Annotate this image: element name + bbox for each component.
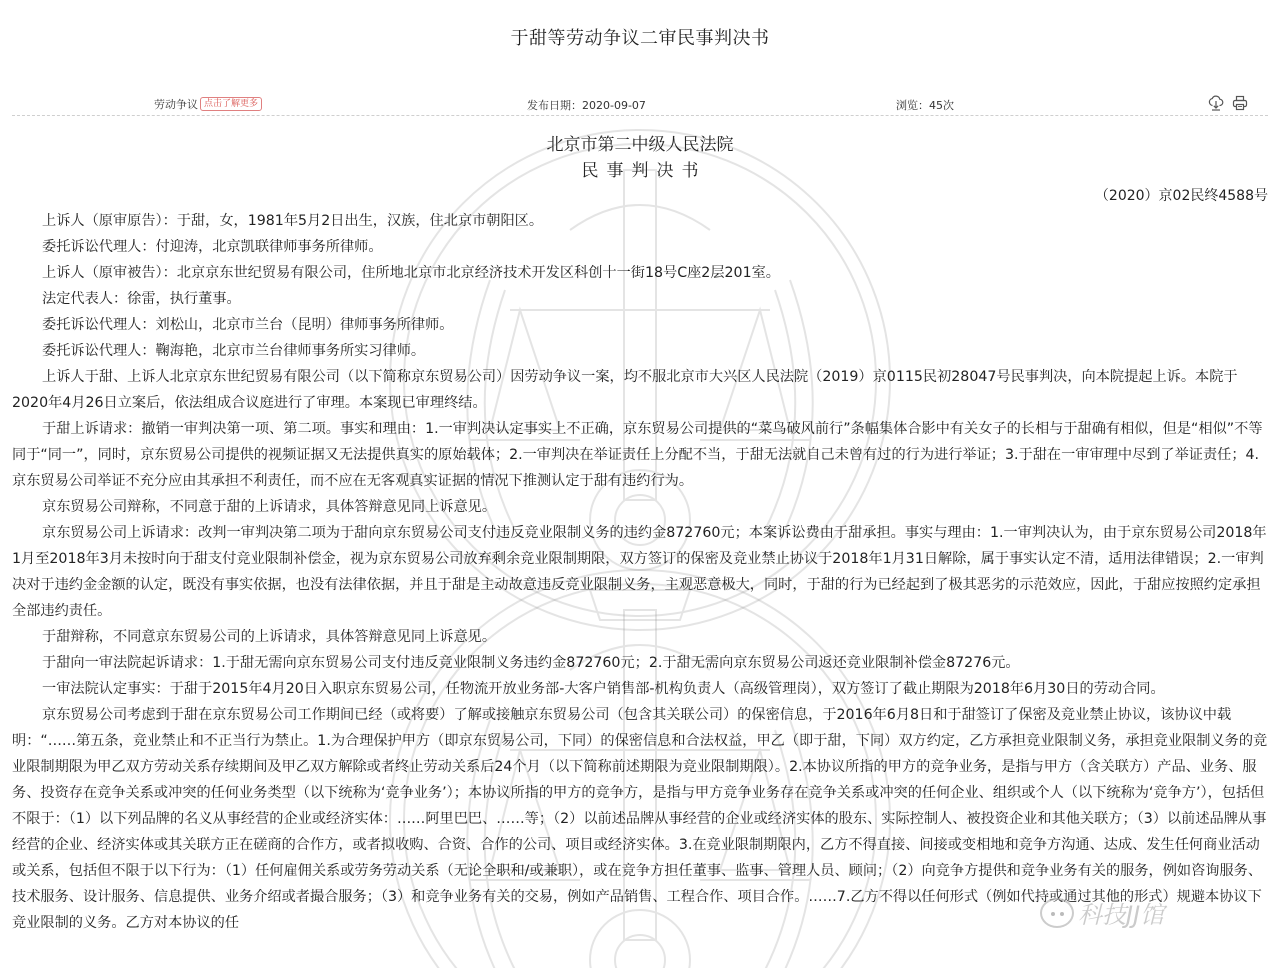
document-title: 于甜等劳动争议二审民事判决书 [510, 28, 770, 49]
paragraph-first-instance-facts: 一审法院认定事实：于甜于2015年4月20日入职京东贸易公司，任物流开放业务部-大客户销售部-机构负责人（高级管理岗），双方签订了截止期限为2018年6月30日的劳动合同。 [42, 681, 1165, 697]
party-agent: 委托诉讼代理人：鞠海艳，北京市兰台律师事务所实习律师。 [42, 343, 426, 359]
paragraph-case-intro: 上诉人于甜、上诉人北京京东世纪贸易有限公司（以下简称京东贸易公司）因劳动争议一案，均不服北京市大兴区人民法院（2019）京0115民初28047号民事判决，向本院提起上诉。本院于2020年4月26日立案后，依法组成合议庭进行了审理。本案现已审理终结。 [12, 369, 1238, 411]
case-number: （2020）京02民终4588号 [1094, 188, 1268, 204]
download-icon[interactable] [1208, 95, 1224, 111]
party-appellant-plaintiff: 上诉人（原审原告）：于甜，女，1981年5月2日出生，汉族，住北京市朝阳区。 [42, 213, 544, 229]
view-count: 浏览：45次 [896, 99, 954, 112]
category-label: 劳动争议 [154, 98, 198, 111]
category-tag [154, 96, 262, 112]
party-agent: 委托诉讼代理人：付迎涛，北京凯联律师事务所律师。 [42, 239, 383, 255]
paragraph-first-instance-claims: 于甜向一审法院起诉请求：1.于甜无需向京东贸易公司支付违反竞业限制义务违约金872760元；2.于甜无需向京东贸易公司返还竞业限制补偿金87276元。 [42, 655, 1020, 671]
party-appellant-defendant: 上诉人（原审被告）：北京京东世纪贸易有限公司，住所地北京市北京经济技术开发区科创十一街18号C座2层201室。 [42, 265, 780, 281]
meta-bar [12, 94, 1268, 116]
judgment-type-title: 民事判决书 [581, 161, 707, 181]
party-agent: 委托诉讼代理人：刘松山，北京市兰台（昆明）律师事务所律师。 [42, 317, 454, 333]
watermark-text: 科技JJ馆 [1078, 901, 1165, 929]
learn-more-button[interactable]: 点击了解更多 [200, 97, 262, 111]
publish-date: 发布日期：2020-09-07 [527, 99, 646, 112]
judgment-body [12, 208, 1270, 936]
paragraph-yutian-defense: 于甜辩称，不同意京东贸易公司的上诉请求，具体答辩意见同上诉意见。 [42, 629, 497, 645]
paragraph-yutian-appeal: 于甜上诉请求：撤销一审判决第一项、第二项。事实和理由：1.一审判决认定事实上不正确，京东贸易公司提供的“菜鸟破风前行”条幅集体合影中有关女子的长相与于甜确有相似，但是“相似”不等同于“同一”，同时，京东贸易公司提供的视频证据又无法提供真实的原始载体；2.一审判决在举证责任上分配不当，于甜无法就自己未曾有过的行为进行举证；3.于甜在一审审理中尽到了举证责任；4.京东贸易公司举证不充分应由其承担不利责任，而不应在无客观真实证据的情况下推测认定于甜有违约行为。 [12, 421, 1263, 489]
paragraph-jd-appeal: 京东贸易公司上诉请求：改判一审判决第二项为于甜向京东贸易公司支付违反竞业限制义务的违约金872760元；本案诉讼费由于甜承担。事实与理由：1.一审判决认为，由于京东贸易公司2018年1月至2018年3月未按时向于甜支付竞业限制补偿金，视为京东贸易公司放弃剩余竞业限制期限，双方签订的保密及竞业禁止协议于2018年1月31日解除，属于事实认定不清，适用法律错误；2.一审判决对于违约金金额的认定，既没有事实依据，也没有法律依据，并且于甜是主动故意违反竞业限制义务，主观恶意极大，同时，于甜的行为已经起到了极其恶劣的示范效应，因此，于甜应按照约定承担全部违约责任。 [12, 525, 1267, 619]
print-icon[interactable] [1232, 95, 1248, 111]
paragraph-jd-defense: 京东贸易公司辩称，不同意于甜的上诉请求，具体答辩意见同上诉意见。 [42, 499, 497, 515]
action-icons [1208, 95, 1248, 111]
party-legal-representative: 法定代表人：徐雷，执行董事。 [42, 291, 241, 307]
paragraph-noncompete-agreement: 京东贸易公司考虑到于甜在京东贸易公司工作期间已经（或将要）了解或接触京东贸易公司（包含其关联公司）的保密信息，于2016年6月8日和于甜签订了保密及竞业禁止协议，该协议中载明：“……第五条，竞业禁止和不正当行为禁止。1.为合理保护甲方（即京东贸易公司，下同）的保密信息和合法权益，甲乙（即于甜，下同）双方约定，乙方承担竞业限制义务，承担竞业限制义务的竞业限制期限为甲乙双方劳动关系存续期间及甲乙双方解除或者终止劳动关系后24个月（以下简称前述期限为竞业限制期限）。2.本协议所指的甲方的竞争业务，是指与甲方（含关联方）产品、业务、服务、投资存在竞争关系或冲突的任何业务类型（以下统称为‘竞争业务’）；本协议所指的甲方的竞争方，是指与甲方竞争业务存在竞争关系或冲突的任何企业、组织或个人（以下统称为‘竞争方’），包括但不限于：（1）以下列品牌的名义从事经营的企业或经济实体：……阿里巴巴、……等；（2）以前述品牌从事经营的企业或经济实体的股东、实际控制人、被投资企业和其他关联方；（3）以前述品牌从事经营的企业、经济实体或其关联方正在磋商的合作方，或者拟收购、合资、合作的公司、项目或经济实体。3.在竞业限制期限内，乙方不得直接、间接或变相地和竞争方沟通、达成、发生任何商业活动或关系，包括但不限于以下行为：（1）任何雇佣关系或劳务劳动关系（无论全职和/或兼职），或在竞争方担任董事、监事、管理人员、顾问；（2）向竞争方提供和竞争业务有关的服务，例如咨询服务、技术服务、设计服务、信息提供、业务介绍或者撮合服务；（3）和竞争业务有关的交易，例如产品销售、工程合作、项目合作。……7.乙方不得以任何形式（例如代持或通过其他的形式）规避本协议下竞业限制的义务。乙方对本协议的任 [12, 707, 1268, 931]
court-name: 北京市第二中级人民法院 [546, 135, 734, 155]
